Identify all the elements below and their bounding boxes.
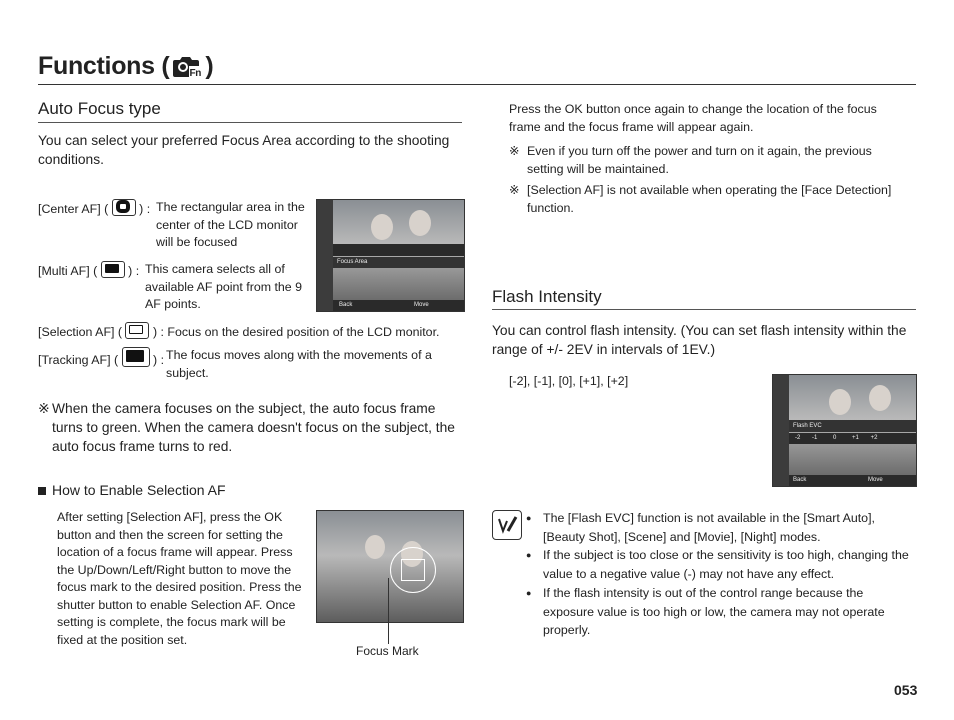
bullet-dot: ● — [526, 550, 532, 560]
move-label-2: Move — [868, 477, 883, 483]
note-text-1: Even if you turn off the power and turn on it again, the previous setting will be maintained. — [527, 144, 872, 176]
intro-text: You can select your preferred Focus Area according to the shooting conditions. — [38, 133, 450, 167]
square-bullet-icon — [38, 487, 46, 495]
focus-frame — [401, 559, 425, 581]
move-label: Move — [414, 302, 429, 308]
flash-evc-scale — [789, 433, 916, 444]
section-divider — [38, 122, 462, 123]
selection-af-close: ) : — [152, 325, 164, 339]
bullet-item-1 — [526, 509, 914, 546]
screen1-footer — [333, 300, 464, 311]
scale-minus-1: -1 — [812, 435, 818, 441]
section-title-auto-focus: Auto Focus type — [38, 99, 161, 118]
flash-values: [-2], [-1], [0], [+1], [+2] — [509, 374, 629, 388]
screen3-footer — [789, 475, 916, 486]
scale-plus-1: +1 — [852, 435, 859, 441]
scale-plus-2: +2 — [870, 435, 878, 441]
scale-minus-2: -2 — [795, 435, 801, 441]
page-title-suffix: ) — [205, 52, 214, 80]
bullet-item-3 — [526, 584, 914, 640]
center-af-desc: The rectangular area in the center of the LCD monitor will be focused — [156, 200, 305, 249]
back-label: Back — [339, 302, 353, 308]
tracking-af-label: [Tracking AF] ( — [38, 353, 119, 367]
multi-af-desc: This camera selects all of available AF point from the 9 AF points. — [145, 262, 303, 311]
multi-af-icon — [101, 261, 125, 278]
note-text-2: [Selection AF] is not available when operating the [Face Detection] function. — [527, 183, 892, 215]
bullet-text-3: If the flash intensity is out of the control range because the exposure value is too high or low, the camera may not operate properly. — [543, 586, 885, 637]
multi-af-close: ) : — [128, 264, 140, 278]
center-af-icon — [112, 199, 136, 216]
page-title — [38, 52, 213, 86]
note-mark-1: ※ — [509, 144, 520, 158]
focus-area-label: Focus Area — [333, 257, 464, 268]
mode-icon-bar-2 — [773, 375, 789, 486]
svg-text:Fn: Fn — [189, 68, 202, 79]
bullet-item-2 — [526, 546, 914, 583]
selection-af-row — [38, 322, 439, 342]
bullet-text-2: If the subject is too close or the sensitivity is too high, changing the value to a negative value (-) may not have any effect. — [543, 548, 909, 581]
back-label-2: Back — [793, 477, 807, 483]
selection-af-desc: Focus on the desired position of the LCD monitor. — [167, 325, 440, 339]
camera-fn-icon — [171, 53, 203, 86]
af-options-bar — [333, 244, 464, 256]
ok-instruction-text: Press the OK button once again to change the location of the focus frame and the focus frame will appear again. — [509, 102, 877, 134]
tracking-af-close: ) : — [153, 353, 165, 367]
center-af-close: ) : — [139, 202, 151, 216]
mode-icon-bar — [317, 200, 333, 311]
flash-intro: You can control flash intensity. (You can set flash intensity within the range of +/- 2EV in intervals of 1EV.) — [492, 323, 907, 357]
selection-af-label: [Selection AF] ( — [38, 325, 123, 339]
multi-af-label: [Multi AF] ( — [38, 264, 98, 278]
tracking-af-icon — [122, 347, 150, 367]
title-divider — [38, 84, 916, 85]
note-mark-2: ※ — [509, 183, 520, 197]
center-af-label: [Center AF] ( — [38, 202, 109, 216]
scale-zero: 0 — [833, 435, 837, 441]
focus-mark-caption: Focus Mark — [356, 644, 419, 658]
multi-af-row — [38, 261, 139, 281]
bullet-text-1: The [Flash EVC] function is not available in the [Smart Auto], [Beauty Shot], [Scene] and [Movie], [Night] modes. — [543, 511, 875, 544]
page-title-prefix: Functions ( — [38, 52, 170, 80]
bullet-dot: ● — [526, 588, 532, 598]
tracking-af-desc: The focus moves along with the movements of a subject. — [166, 348, 432, 380]
page-number: 053 — [894, 682, 918, 698]
af-note-text: When the camera focuses on the subject, the auto focus frame turns to green. When the camera doesn't focus on the subject, the auto focus frame turns to red. — [52, 401, 455, 454]
focus-mark-leader-line — [388, 578, 389, 644]
tracking-af-row — [38, 347, 164, 370]
section-title-flash: Flash Intensity — [492, 287, 602, 306]
selection-af-icon — [125, 322, 149, 339]
center-af-row — [38, 199, 150, 219]
af-note-mark: ※ — [38, 401, 50, 416]
flash-evc-label: Flash EVC — [789, 420, 916, 432]
howto-text: After setting [Selection AF], press the OK button and then the screen for setting the location of a focus frame will appear. Press the Up/Down/Left/Right button to move the focus mark to the desired position. Press the shutter button to enable Selection AF. Once setting is complete, the focus mark will be fixed at the position set. — [57, 510, 302, 647]
selection-af-screen — [316, 510, 464, 623]
howto-title: How to Enable Selection AF — [52, 482, 226, 498]
flash-section-divider — [492, 309, 916, 310]
flash-evc-screen — [772, 374, 917, 487]
focus-area-screen — [316, 199, 465, 312]
bullet-dot: ● — [526, 513, 532, 523]
note-pencil-icon — [492, 510, 522, 540]
